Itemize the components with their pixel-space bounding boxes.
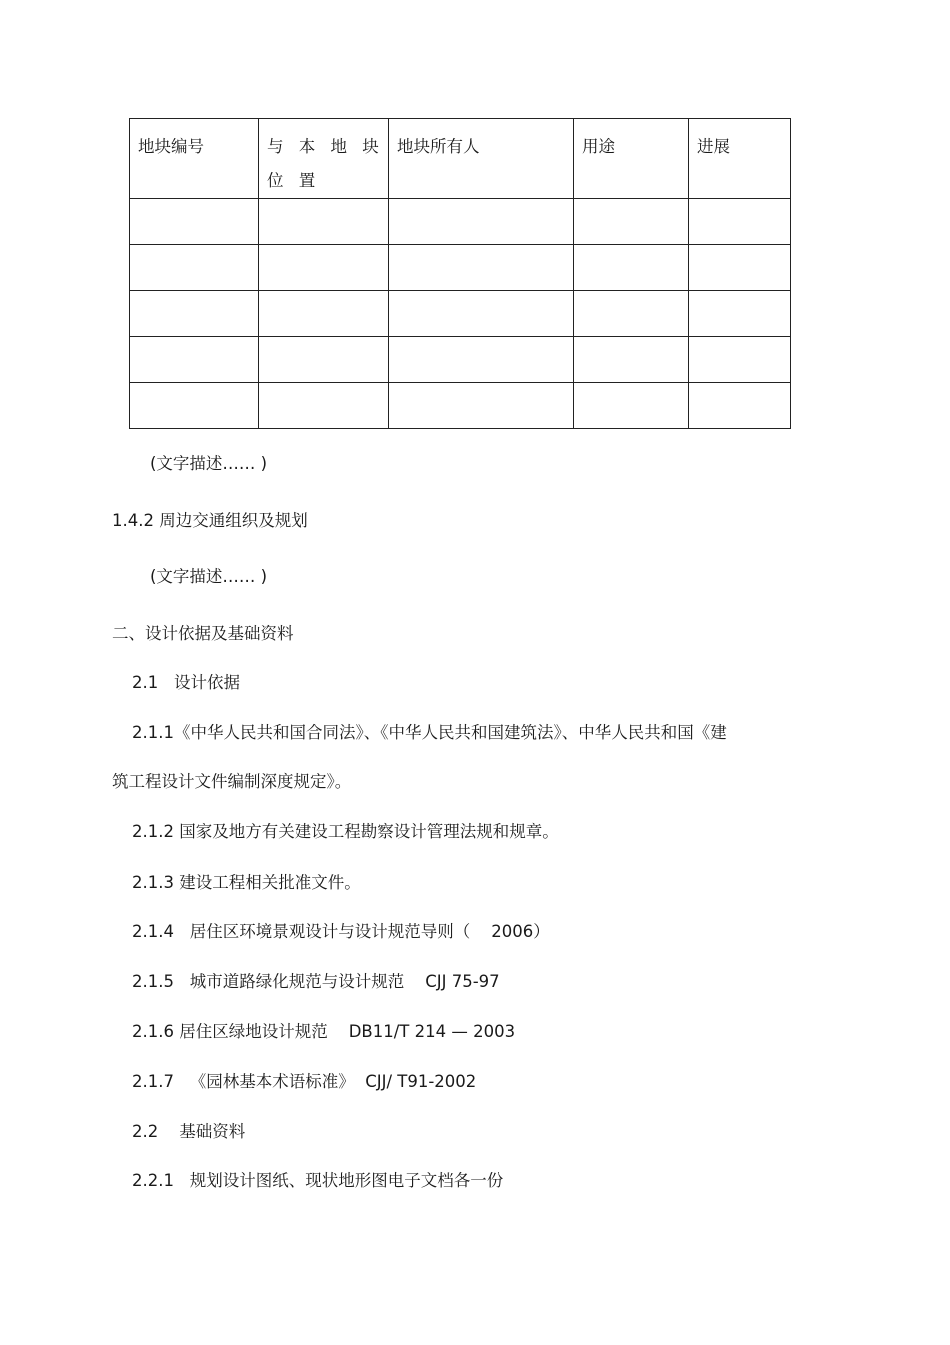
table-cell <box>259 199 389 245</box>
table-cell <box>389 291 574 337</box>
table-cell <box>130 291 259 337</box>
table-cell <box>689 383 791 429</box>
clause-2-1-2: 2.1.2 国家及地方有关建设工程勘察设计管理法规和规章。 <box>132 822 559 841</box>
table-row <box>130 245 791 291</box>
table-cell <box>689 337 791 383</box>
clause-2-1-1-line1: 2.1.1《中华人民共和国合同法》、《中华人民共和国建筑法》、中华人民共和国《建 <box>132 723 727 742</box>
header-parcel-owner <box>389 119 574 199</box>
table-cell <box>389 245 574 291</box>
header-usage <box>574 119 689 199</box>
table-cell <box>130 245 259 291</box>
header-label: 与 本 地 块 位 置 <box>267 137 384 190</box>
table-cell <box>574 199 689 245</box>
table-cell <box>689 199 791 245</box>
section-heading-2-2: 2.2 基础资料 <box>132 1122 246 1141</box>
table-header-row <box>130 119 791 199</box>
table-cell <box>389 199 574 245</box>
clause-2-1-1-line2: 筑工程设计文件编制深度规定》。 <box>112 772 352 791</box>
table-cell <box>574 337 689 383</box>
clause-2-1-6: 2.1.6 居住区绿地设计规范 DB11/T 214 — 2003 <box>132 1022 516 1041</box>
table-cell <box>130 199 259 245</box>
clause-2-1-7: 2.1.7 《园林基本术语标准》 CJJ/ T91-2002 <box>132 1072 477 1091</box>
clause-2-1-5: 2.1.5 城市道路绿化规范与设计规范 CJJ 75-97 <box>132 972 500 991</box>
table-row <box>130 337 791 383</box>
header-progress <box>689 119 791 199</box>
description-placeholder: (文字描述…… ) <box>150 454 268 473</box>
table-row <box>130 291 791 337</box>
clause-2-2-1: 2.2.1 规划设计图纸、现状地形图电子文档各一份 <box>132 1171 504 1190</box>
header-label: 地块所有人 <box>397 137 480 156</box>
table-cell <box>259 245 389 291</box>
table-cell <box>259 291 389 337</box>
table-cell <box>689 291 791 337</box>
parcel-table <box>129 118 791 429</box>
description-placeholder: (文字描述…… ) <box>150 567 268 586</box>
section-heading-1-4-2: 1.4.2 周边交通组织及规划 <box>112 511 308 530</box>
table-row <box>130 383 791 429</box>
clause-2-1-4: 2.1.4 居住区环境景观设计与设计规范导则（ 2006） <box>132 922 550 941</box>
header-label: 进展 <box>697 137 730 156</box>
table-cell <box>259 337 389 383</box>
table-cell <box>574 383 689 429</box>
header-label: 地块编号 <box>138 137 204 156</box>
section-heading-2-1: 2.1 设计依据 <box>132 673 240 692</box>
table-cell <box>689 245 791 291</box>
table-cell <box>574 245 689 291</box>
table-cell <box>259 383 389 429</box>
table-cell <box>574 291 689 337</box>
table-cell <box>389 337 574 383</box>
table-cell <box>130 337 259 383</box>
table-row <box>130 199 791 245</box>
table-cell <box>389 383 574 429</box>
section-heading-2: 二、设计依据及基础资料 <box>112 624 294 643</box>
header-label: 用途 <box>582 137 615 156</box>
header-parcel-number <box>130 119 259 199</box>
header-position-relative <box>259 119 389 199</box>
table-cell <box>130 383 259 429</box>
clause-2-1-3: 2.1.3 建设工程相关批准文件。 <box>132 873 361 892</box>
